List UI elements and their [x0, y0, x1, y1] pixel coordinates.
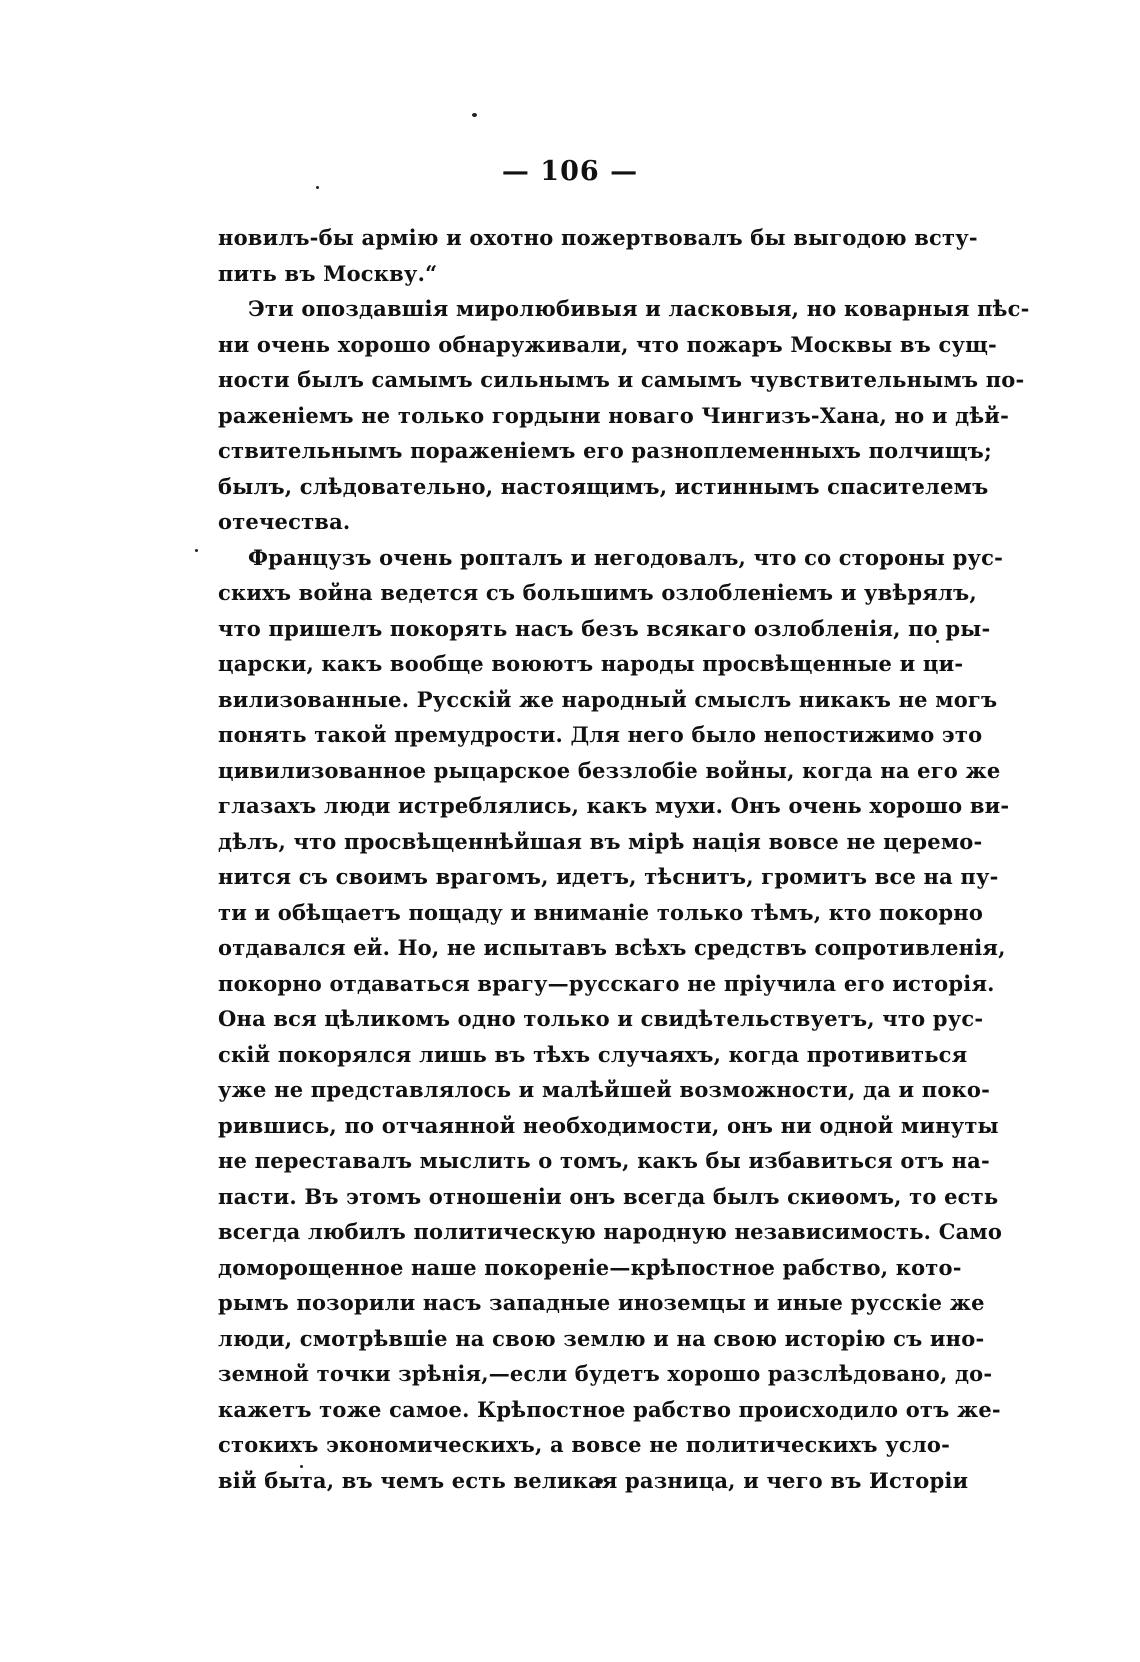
text-line: былъ, слѣдовательно, настоящимъ, истиннымъ спасителемъ — [218, 473, 989, 499]
text-line: рымъ позорили насъ западные иноземцы и иные русскіе же — [218, 1290, 985, 1315]
text-line: ности былъ самымъ сильнымъ и самымъ чувствительнымъ по- — [218, 367, 1025, 392]
text-line: вилизованные. Русскій же народный смыслъ никакъ не могъ — [218, 686, 998, 712]
text-line: ствительнымъ пораженіемъ его разноплеменныхъ полчищъ; — [218, 438, 992, 463]
text-line: глазахъ люди истреблялись, какъ мухи. Онъ очень хорошо ви- — [218, 793, 1010, 818]
text-line: раженіемъ не только гордыни новаго Чингизъ-Хана, но и дѣй- — [218, 402, 1009, 428]
text-line: скихъ война ведется съ большимъ озлобленіемъ и увѣрялъ, — [218, 580, 977, 605]
text-line: Она вся цѣликомъ одно только и свидѣтельствуетъ, что рус- — [218, 1006, 984, 1031]
text-line: нится съ своимъ врагомъ, идетъ, тѣснитъ, громитъ все на пу- — [218, 864, 999, 889]
text-line: цивилизованное рыцарское беззлобіе войны, когда на его же — [218, 757, 1001, 783]
text-line: пасти. Въ этомъ отношеніи онъ всегда былъ скиѳомъ, то есть — [218, 1183, 999, 1209]
text-line: кажетъ тоже самое. Крѣпостное рабство происходило отъ же- — [218, 1396, 1001, 1422]
text-line: уже не представлялось и малѣйшей возможности, да и поко- — [218, 1077, 991, 1102]
text-line: доморощенное наше покореніе—крѣпостное рабство, кото- — [218, 1254, 962, 1280]
text-line: Эти опоздавшія миролюбивыя и ласковыя, но коварныя пѣс- — [248, 296, 1030, 321]
text-line: стокихъ экономическихъ, а вовсе не политическихъ усло- — [218, 1432, 950, 1457]
text-line: новилъ-бы армію и охотно пожертвовалъ бы выгодою всту- — [218, 225, 978, 250]
text-line: Французъ очень роптaлъ и негодовалъ, что со стороны рус- — [248, 544, 1004, 570]
text-line: отечества. — [218, 509, 351, 534]
text-line: отдавался ей. Но, не испытавъ всѣхъ средствъ сопротивленія, — [218, 935, 1006, 960]
text-line: царски, какъ вообще воюютъ народы просвѣщенные и ци- — [218, 651, 964, 676]
text-line: дѣлъ, что просвѣщеннѣйшая въ мірѣ нація вовсе не церемо- — [218, 828, 983, 854]
text-line: рившись, по отчаянной необходимости, онъ ни одной минуты — [218, 1112, 999, 1138]
print-speck — [472, 113, 477, 117]
text-line: всегда любилъ политическую народную независимость. Само — [218, 1219, 1003, 1244]
text-line: ни очень хорошо обнаруживали, что пожаръ Москвы въ сущ- — [218, 331, 997, 357]
text-line: ти и обѣщаетъ пощаду и вниманіе только тѣмъ, кто покорно — [218, 899, 984, 925]
page-number: — 106 — — [501, 156, 639, 187]
text-line: что пришелъ покорять насъ безъ всякаго озлобленія, по ры- — [218, 615, 991, 641]
body-text — [218, 220, 1030, 1498]
text-line: покорно отдаваться врагу—русскаго не пріучила его исторія. — [218, 970, 995, 996]
text-line: пить въ Москву.“ — [218, 260, 438, 286]
text-line: понять такой премудрости. Для него было непостижимо это — [218, 722, 983, 747]
text-line: земной точки зрѣнія,—если будетъ хорошо разслѣдовано, до- — [218, 1361, 993, 1386]
text-line: люди, смотрѣвшіе на свою землю и на свою исторію съ ино- — [218, 1325, 985, 1351]
text-line: вій быта, въ чемъ есть великая разница, и чего въ Исторіи — [218, 1467, 969, 1493]
text-line: скій покорялся лишь въ тѣхъ случаяхъ, когда противиться — [218, 1041, 968, 1067]
text-line: не переставалъ мыслить о томъ, какъ бы избавиться отъ на- — [218, 1148, 990, 1173]
print-speck — [195, 549, 198, 552]
